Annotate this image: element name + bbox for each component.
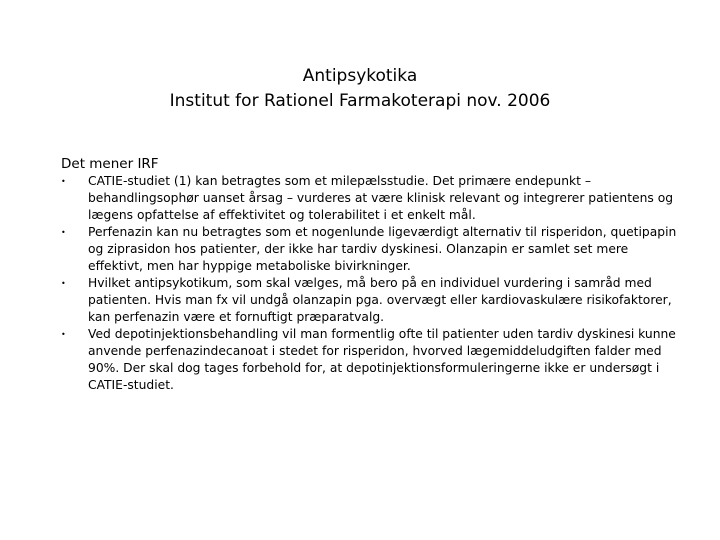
list-item — [61, 275, 681, 326]
slide-title — [0, 64, 720, 114]
list-item-text: Perfenazin kan nu betragtes som et nogenlunde ligeværdigt alternativ til risperidon, quetipapin og ziprasidon hos patienter, der ikke har tardiv dyskinesi. Olanzapin er samlet set mere effektivt, men har hyppige metaboliske bivirkninger. — [88, 225, 677, 273]
bullet-list — [61, 173, 681, 394]
list-item-text: Ved depotinjektionsbehandling vil man formentlig ofte til patienter uden tardiv dyskinesi kunne anvende perfenazindecanoat i stedet for risperidon, hvorved lægemiddeludgiften falder med 90%. Der skal dog tages forbehold for, at depotinjektionsformuleringerne ikke er undersøgt i CATIE-studiet. — [88, 327, 676, 392]
bullet-icon: • — [61, 228, 66, 237]
bullet-icon: • — [61, 279, 66, 288]
title-line-2: Institut for Rationel Farmakoterapi nov. 2006 — [169, 91, 551, 111]
list-item — [61, 326, 681, 394]
slide-content — [61, 155, 681, 394]
list-item — [61, 224, 681, 275]
list-item — [61, 173, 681, 224]
list-item-text: Hvilket antipsykotikum, som skal vælges, må bero på en individuel vurdering i samråd med patienten. Hvis man fx vil undgå olanzapin pga. overvægt eller kardiovaskulære risikofaktorer, kan perfenazin være et fornuftigt præparatvalg. — [88, 276, 672, 324]
title-line-1: Antipsykotika — [302, 66, 418, 86]
bullet-icon: • — [61, 330, 66, 339]
section-heading: Det mener IRF — [61, 156, 159, 172]
list-item-text: CATIE-studiet (1) kan betragtes som et milepælsstudie. Det primære endepunkt – behandlingsophør uanset årsag – vurderes at være klinisk relevant og integrerer patientens og lægens opfattelse af effektivitet og tolerabilitet i et enkelt mål. — [88, 174, 674, 222]
bullet-icon: • — [61, 177, 66, 186]
